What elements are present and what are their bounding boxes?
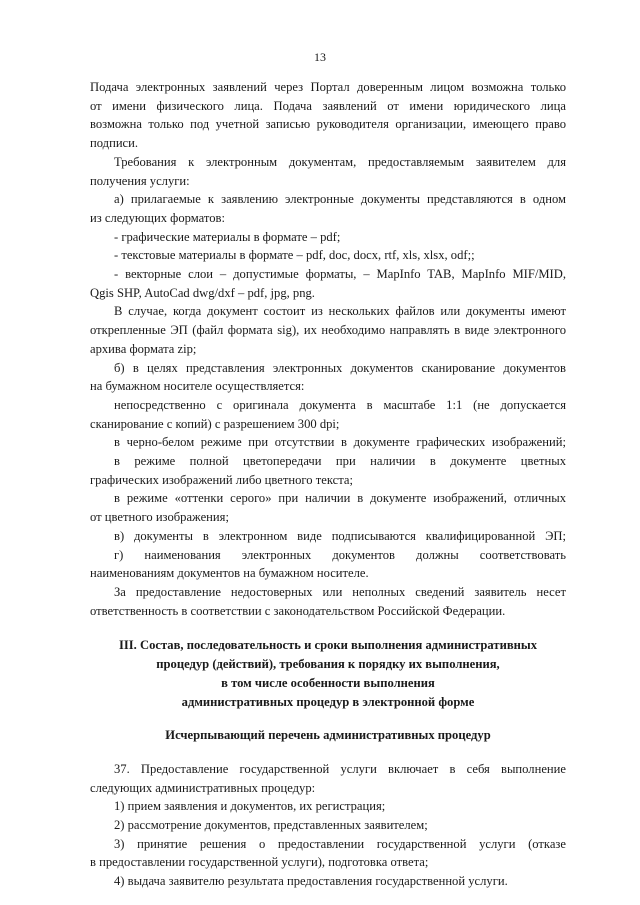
text-line: За предоставление недостоверных или неполных сведений заявитель несет — [114, 584, 566, 599]
text-line: получения услуги: — [90, 173, 190, 188]
text-line: в) документы в электронном виде подписываются квалифицированной ЭП; — [114, 528, 566, 543]
text-line: в черно-белом режиме при отсутствии в документе графических изображений; — [114, 435, 566, 450]
page-body — [90, 78, 566, 891]
subsection-heading: Исчерпывающий перечень административных процедур — [165, 728, 491, 743]
text-line: Требования к электронным документам, предоставляемым заявителем для — [114, 154, 566, 169]
text-line: подписи. — [90, 136, 139, 151]
text-line: из следующих форматов: — [90, 210, 225, 225]
text-line: г) наименования электронных документов должны соответствовать — [114, 547, 566, 562]
list-item: 4) выдача заявителю результата предоставления государственной услуги. — [114, 874, 508, 889]
text-line: а) прилагаемые к заявлению электронные документы представляются в одном — [114, 192, 566, 207]
section-heading-line: III. Состав, последовательность и сроки выполнения административных — [118, 638, 538, 653]
text-line: Подача электронных заявлений через Портал доверенным лицом возможна только — [90, 80, 566, 94]
list-item: 1) прием заявления и документов, их регистрация; — [114, 799, 386, 814]
text-line: - графические материалы в формате – pdf; — [114, 229, 341, 244]
text-line: - текстовые материалы в формате – pdf, doc, docx, rtf, xls, xlsx, odf;; — [114, 248, 475, 263]
text-line: сканирование с копий) с разрешением 300 dpi; — [90, 416, 340, 431]
text-line: - векторные слои – допустимые форматы, – MapInfo TAB, MapInfo MIF/MID, — [114, 267, 566, 282]
text-line: архива формата zip; — [90, 341, 197, 356]
text-line: возможна только под учетной записью руководителя организации, имеющего право — [90, 117, 566, 132]
text-line: открепленные ЭП (файл формата sig), их необходимо направлять в виде электронного — [90, 323, 566, 338]
text-line: на бумажном носителе осуществляется: — [90, 379, 305, 394]
text-line: ответственность в соответствии с законодательством Российской Федерации. — [90, 603, 506, 618]
text-line: б) в целях представления электронных документов сканирование документов — [114, 360, 566, 375]
list-item: 3) принятие решения о предоставлении государственной услуги (отказе — [114, 836, 566, 851]
text-line: графических изображений либо цветного текста; — [90, 472, 353, 487]
text-line: следующих административных процедур: — [90, 780, 316, 795]
section-heading-line: административных процедур в электронной форме — [181, 694, 475, 709]
text-line: непосредственно с оригинала документа в масштабе 1:1 (не допускается — [114, 397, 566, 412]
text-line: от имени физического лица. Подача заявлений от имени юридического лица — [90, 98, 566, 113]
text-line: наименованиям документов на бумажном носителе. — [90, 566, 369, 581]
text-line: от цветного изображения; — [90, 510, 229, 525]
text-line: Qgis SHP, AutoCad dwg/dxf – pdf, jpg, png. — [90, 285, 315, 300]
text-line: в предоставлении государственной услуги), подготовка ответа; — [90, 855, 429, 870]
section-heading-line: процедур (действий), требования к порядку их выполнения, — [156, 657, 500, 672]
list-item: 2) рассмотрение документов, представленных заявителем; — [114, 818, 428, 833]
text-line: В случае, когда документ состоит из нескольких файлов или документы имеют — [114, 304, 566, 319]
section-heading-line: в том числе особенности выполнения — [221, 675, 435, 690]
text-line: в режиме полной цветопередачи при наличии в документе цветных — [114, 454, 566, 469]
text-line: 37. Предоставление государственной услуги включает в себя выполнение — [114, 761, 566, 776]
page-number: 13 — [314, 50, 326, 64]
text-line: в режиме «оттенки серого» при наличии в документе изображений, отличных — [114, 491, 566, 506]
